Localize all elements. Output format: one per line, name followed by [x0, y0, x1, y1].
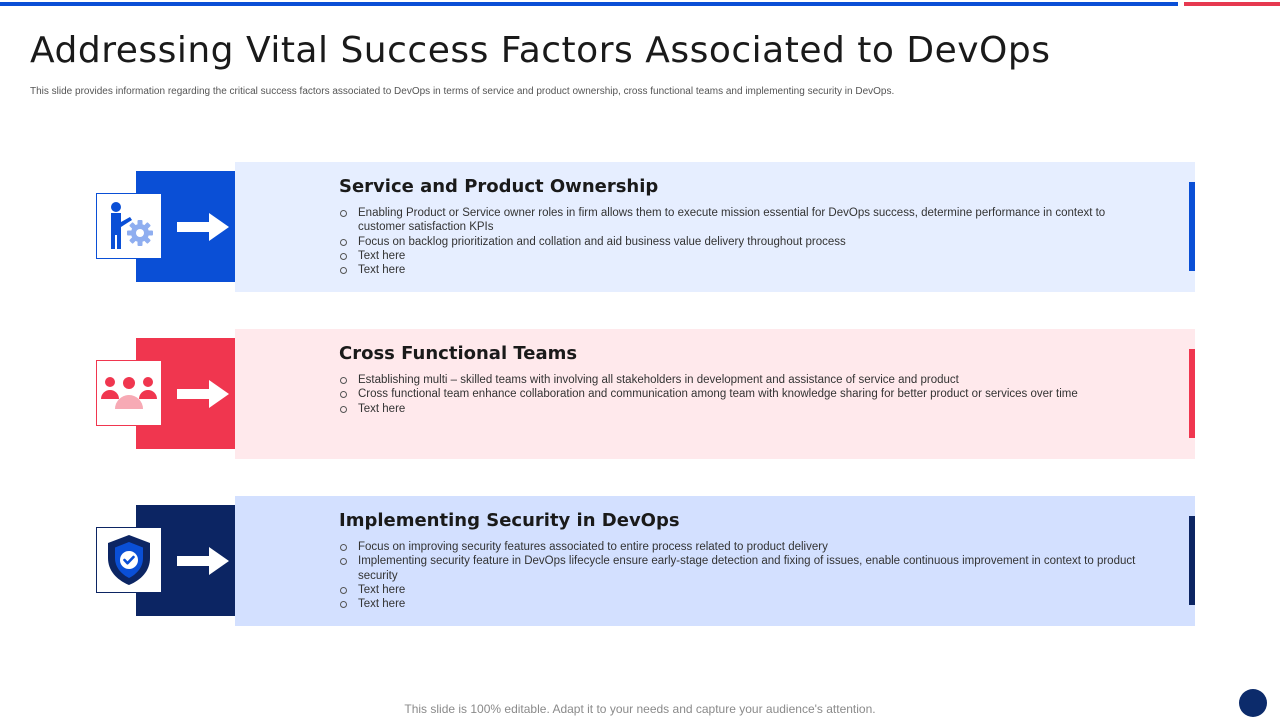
icon-box — [96, 527, 162, 593]
bullet-list — [340, 206, 1140, 277]
arrow-right-icon — [177, 380, 229, 408]
list-item: Text here — [340, 249, 1140, 263]
list-item: Enabling Product or Service owner roles in firm allows them to execute mission essential for DevOps success, determine performance in context to customer satisfaction KPIs — [340, 206, 1140, 235]
shield-check-icon — [107, 534, 151, 586]
bullet-list — [340, 540, 1140, 611]
list-item: Focus on improving security features associated to entire process related to product delivery — [340, 540, 1140, 554]
section-heading: Service and Product Ownership — [339, 176, 659, 197]
corner-dot-logo — [1239, 689, 1267, 717]
list-item: Establishing multi – skilled teams with involving all stakeholders in development and assistance of service and product — [340, 373, 1140, 387]
list-item: Implementing security feature in DevOps lifecycle ensure early-stage detection and fixing of issues, enable continuous improvement in context to product security — [340, 554, 1140, 583]
section-cross-functional-teams — [0, 329, 1280, 459]
section-heading: Implementing Security in DevOps — [339, 510, 680, 531]
top-accent-bar-blue — [0, 2, 1178, 6]
section-side-marker — [1189, 516, 1195, 605]
section-side-marker — [1189, 182, 1195, 271]
section-side-marker — [1189, 349, 1195, 438]
section-security-devops — [0, 496, 1280, 626]
list-item: Text here — [340, 402, 1140, 416]
list-item: Cross functional team enhance collaboration and communication among team with knowledge sharing for better product or services over time — [340, 387, 1140, 401]
list-item: Text here — [340, 583, 1140, 597]
arrow-right-icon — [177, 547, 229, 575]
icon-box — [96, 193, 162, 259]
footer-note: This slide is 100% editable. Adapt it to your needs and capture your audience's attention. — [404, 702, 876, 716]
icon-box — [96, 360, 162, 426]
section-service-ownership — [0, 162, 1280, 292]
top-accent-bar-red — [1184, 2, 1280, 6]
bullet-list — [340, 373, 1140, 416]
slide-subtitle: This slide provides information regarding the critical success factors associated to DevOps in terms of service and product ownership, cross functional teams and implementing security in DevOps. — [30, 86, 895, 97]
team-icon — [100, 373, 158, 413]
arrow-right-icon — [177, 213, 229, 241]
section-heading: Cross Functional Teams — [339, 343, 578, 364]
person-gear-icon — [102, 201, 156, 251]
list-item: Text here — [340, 263, 1140, 277]
list-item: Focus on backlog prioritization and collation and aid business value delivery throughout process — [340, 235, 1140, 249]
slide-title: Addressing Vital Success Factors Associated to DevOps — [30, 30, 1051, 71]
list-item: Text here — [340, 597, 1140, 611]
